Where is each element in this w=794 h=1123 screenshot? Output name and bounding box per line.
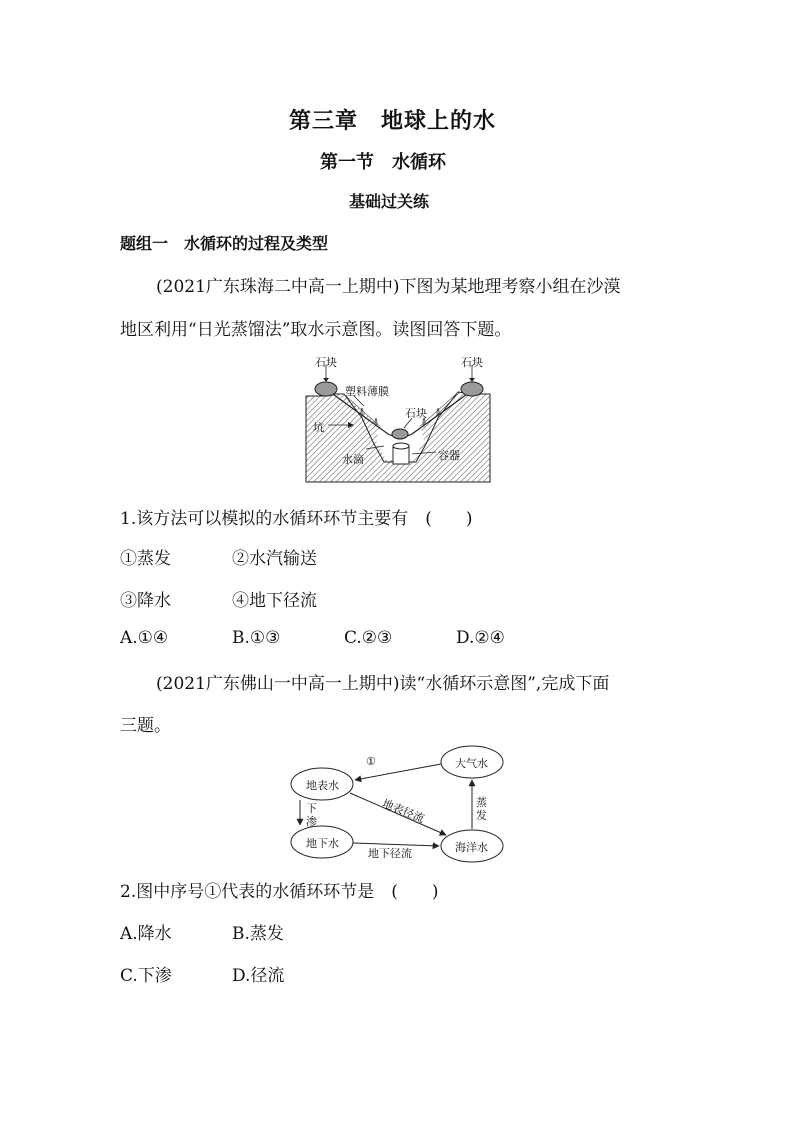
chapter-title: 第三章 地球上的水	[289, 109, 497, 134]
q1-option-3: ③降水	[120, 591, 171, 611]
group-title: 题组一 水循环的过程及类型	[120, 234, 329, 253]
q1-option-1: ①蒸发	[120, 549, 171, 569]
q1-stem: 1.该方法可以模拟的水循环环节主要有 ( )	[120, 509, 473, 529]
intro1-line1: (2021广东珠海二中高一上期中)下图为某地理考察小组在沙漠	[156, 277, 621, 297]
label-atmospheric-water: 大气水	[455, 757, 488, 770]
intro2-line1: (2021广东佛山一中高一上期中)读“水循环示意图”,完成下面	[156, 674, 610, 694]
label-underground-runoff: 地下径流	[368, 847, 412, 860]
stone-right	[461, 382, 483, 396]
q2-choice-c: C.下渗	[120, 966, 172, 986]
q1-choice-a: A.①④	[120, 628, 169, 648]
q2-choice-b: B.蒸发	[232, 924, 284, 944]
label-surface-water: 地表水	[306, 779, 339, 792]
label-infiltrate-2: 渗	[306, 815, 317, 828]
label-1: ①	[366, 755, 376, 768]
label-infiltrate-1: 下	[306, 802, 317, 815]
label-stone-left: 石块	[315, 356, 337, 369]
q1-choice-b: B.①③	[232, 628, 281, 648]
label-stone-mid: 石块	[405, 407, 427, 420]
label-container: 容器	[438, 449, 460, 462]
label-plastic-film: 塑料薄膜	[345, 385, 389, 398]
q2-choice-d: D.径流	[232, 966, 285, 986]
label-pit: 坑	[313, 421, 324, 434]
q1-choice-d: D.②④	[456, 628, 505, 648]
q1-option-2: ②水汽输送	[232, 549, 317, 569]
intro2-line2: 三题。	[120, 716, 171, 736]
intro1-line2: 地区利用“日光蒸馏法”取水示意图。读图回答下题。	[120, 320, 512, 340]
label-groundwater: 地下水	[306, 837, 339, 850]
label-evap-2: 发	[476, 809, 487, 822]
stone-middle	[392, 429, 408, 439]
label-surface-runoff: 地表径流	[380, 796, 427, 826]
stone-left	[315, 382, 337, 396]
q2-stem: 2.图中序号①代表的水循环环节是 ( )	[120, 882, 439, 902]
label-drops: 水滴	[342, 453, 364, 466]
q2-choice-a: A.降水	[120, 924, 172, 944]
section-title: 第一节 水循环	[320, 152, 446, 173]
q1-choice-c: C.②③	[344, 628, 393, 648]
label-stone-right: 石块	[461, 356, 483, 369]
practice-title: 基础过关练	[349, 192, 430, 211]
label-evap-1: 蒸	[476, 796, 487, 809]
q1-option-4: ④地下径流	[232, 591, 317, 611]
label-ocean-water: 海洋水	[455, 841, 488, 854]
